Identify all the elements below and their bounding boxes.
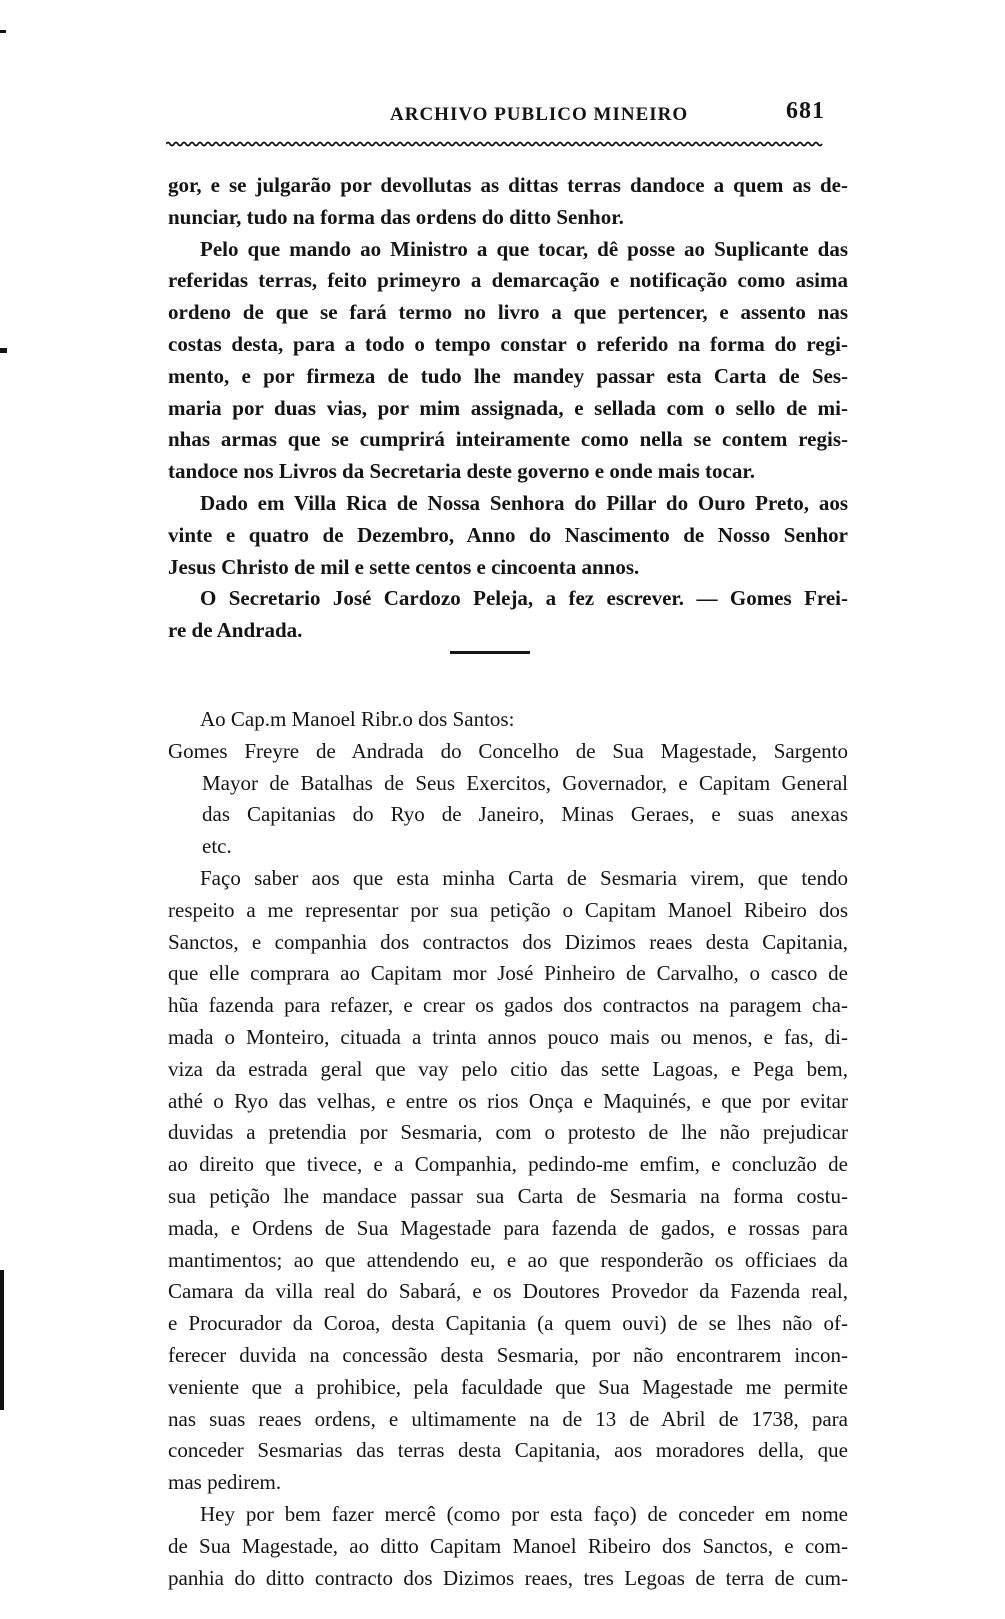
text-line: nas suas reaes ordens, e ultimamente na de 13 de Abril de 1738, para <box>168 1406 848 1431</box>
text-line: etc. <box>202 834 232 859</box>
text-line: que elle comprara ao Capitam mor José Pinheiro de Carvalho, o casco de <box>168 961 848 986</box>
text-line: referidas terras, feito primeyro a demarcação e notificação como asima <box>168 268 848 293</box>
text-line: nunciar, tudo na forma das ordens do ditto Senhor. <box>168 204 624 229</box>
scan-edge-binding <box>0 1270 4 1410</box>
text-line: Pelo que mando ao Ministro a que tocar, dê posse ao Suplicante das <box>200 236 848 261</box>
text-line: duvidas a pretendia por Sesmaria, com o protesto de lhe não prejudicar <box>168 1120 848 1145</box>
text-line: Gomes Freyre de Andrada do Concelho de Sua Magestade, Sargento <box>168 738 848 763</box>
addressee-line: Ao Cap.m Manoel Ribr.o dos Santos: <box>200 707 515 731</box>
text-line: de Sua Magestade, ao ditto Capitam Manoel Ribeiro dos Sanctos, e com- <box>168 1533 848 1558</box>
text-line: mento, e por firmeza de tudo lhe mandey passar esta Carta de Ses- <box>168 363 848 388</box>
text-line: Camara da villa real do Sabará, e os Doutores Provedor da Fazenda real, <box>168 1279 848 1304</box>
section-divider <box>450 651 530 654</box>
scan-edge-mark <box>0 348 7 353</box>
text-line: Jesus Christo de mil e sette centos e cincoenta annos. <box>168 554 640 579</box>
text-line: conceder Sesmarias das terras desta Capitania, aos moradores della, que <box>168 1438 848 1463</box>
text-line: costas desta, para a todo o tempo constar o referido na forma do regi- <box>168 331 848 356</box>
text-line: ao direito que tivece, e a Companhia, pedindo-me emfim, e concluzão de <box>168 1152 848 1177</box>
text-line: Sanctos, e companhia dos contractos dos Dizimos reaes desta Capitania, <box>168 929 848 954</box>
text-line: nhas armas que se cumprirá inteiramente como nella se contem regis- <box>168 427 848 452</box>
text-line: respeito a me representar por sua petição o Capitam Manoel Ribeiro dos <box>168 897 848 922</box>
text-line: veniente que a prohibice, pela faculdade que Sua Magestade me permite <box>168 1374 848 1399</box>
sesmaria-charter-section <box>168 704 848 1594</box>
text-line: das Capitanias do Ryo de Janeiro, Minas Geraes, e suas anexas <box>202 802 848 827</box>
header-wavy-rule <box>166 140 846 148</box>
text-line: Mayor de Batalhas de Seus Exercitos, Governador, e Capitam General <box>202 770 848 795</box>
text-line: Hey por bem fazer mercê (como por esta faço) de conceder em nome <box>200 1501 848 1526</box>
text-line: hũa fazenda para refazer, e crear os gados dos contractos na paragem cha- <box>168 993 848 1018</box>
text-line: ordeno de que se fará termo no livro a que pertencer, e assento nas <box>168 300 848 325</box>
text-line: re de Andrada. <box>168 618 303 643</box>
text-line: mada, e Ordens de Sua Magestade para fazenda de gados, e rossas para <box>168 1215 848 1240</box>
text-line: mas pedirem. <box>168 1470 282 1495</box>
text-line: maria por duas vias, por mim assignada, e sellada com o sello de mi- <box>168 395 848 420</box>
text-line: Faço saber aos que esta minha Carta de Sesmaria virem, que tendo <box>200 865 848 890</box>
text-line: ferecer duvida na concessão desta Sesmaria, por não encontrarem incon- <box>168 1342 848 1367</box>
text-line: O Secretario José Cardozo Peleja, a fez escrever. — Gomes Frei- <box>200 586 848 611</box>
text-line: e Procurador da Coroa, desta Capitania (a quem ouvi) de se lhes não of- <box>168 1311 848 1336</box>
text-line: mada o Monteiro, cituada a trinta annos pouco mais ou menos, e fas, di- <box>168 1024 848 1049</box>
text-line: gor, e se julgarão por devollutas as dittas terras dandoce a quem as de- <box>168 173 848 197</box>
text-line: mantimentos; ao que attendendo eu, e ao que responderão os officiaes da <box>168 1247 848 1272</box>
scan-edge-mark <box>0 30 6 33</box>
running-title: ARCHIVO PUBLICO MINEIRO <box>390 104 689 125</box>
text-line: vinte e quatro de Dezembro, Anno do Nascimento de Nosso Senhor <box>168 522 848 547</box>
text-line: tandoce nos Livros da Secretaria deste governo e onde mais tocar. <box>168 459 755 484</box>
text-line: viza da estrada geral que vay pelo citio das sette Lagoas, e Pega bem, <box>168 1056 848 1081</box>
text-line: Dado em Villa Rica de Nossa Senhora do Pillar do Ouro Preto, aos <box>200 490 848 515</box>
charter-closing-section <box>168 170 848 647</box>
text-line: sua petição lhe mandace passar sua Carta de Sesmaria na forma costu- <box>168 1183 848 1208</box>
text-line: athé o Ryo das velhas, e entre os rios Onça e Maquinés, e que por evitar <box>168 1088 848 1113</box>
text-line: panhia do ditto contracto dos Dizimos reaes, tres Legoas de terra de cum- <box>168 1565 848 1590</box>
page-number: 681 <box>786 98 825 124</box>
